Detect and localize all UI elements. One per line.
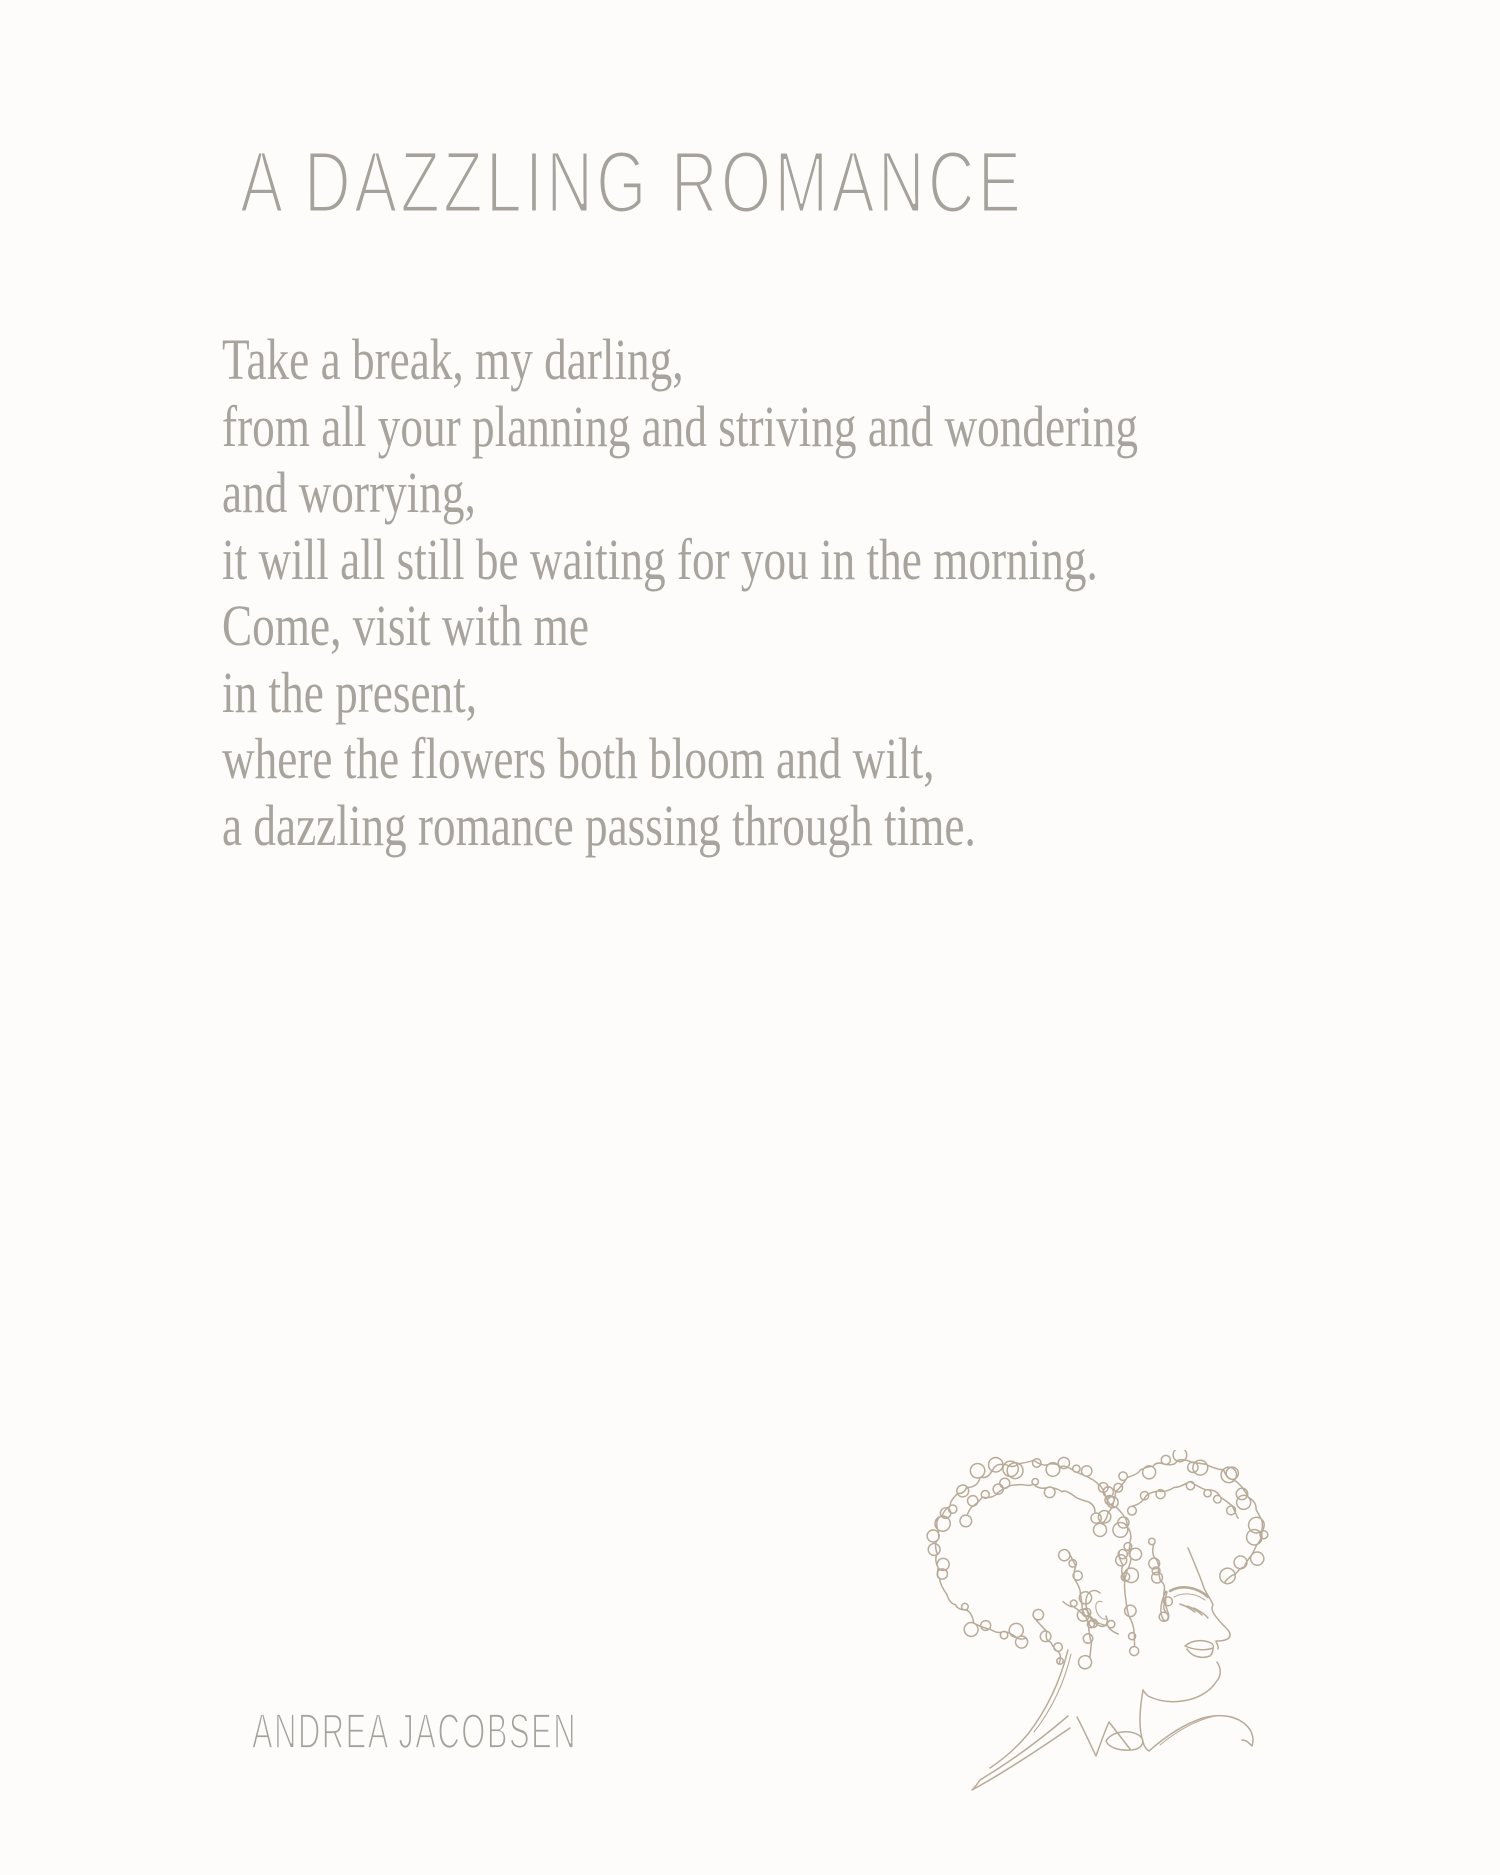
poem-line: Take a break, my darling, (222, 327, 684, 392)
poem-line: in the present, (222, 659, 478, 725)
poem-line: and worrying, (222, 460, 476, 525)
line-art-woman-afro-puffs-illustration (920, 1450, 1290, 1800)
hair-squiggle (1093, 1450, 1267, 1584)
hair-squiggle (960, 1478, 1101, 1527)
hair-squiggle (1063, 1600, 1118, 1634)
poem-text (222, 327, 1138, 859)
poem-line: from all your planning and striving and wondering (222, 393, 1138, 459)
hair-squiggle (1128, 1482, 1239, 1519)
poem-line: Come, visit with me (222, 593, 589, 658)
curly-hair-puffs (927, 1450, 1268, 1669)
neck-and-shoulders (972, 1650, 1253, 1790)
page-title: A DAZZLING ROMANCE (240, 132, 1025, 231)
author-name: ANDREA JACOBSEN (252, 1705, 578, 1759)
hair-squiggle (1116, 1550, 1139, 1656)
poem-line: it will all still be waiting for you in the morning. (222, 526, 1098, 592)
hair-squiggle (937, 1569, 1027, 1648)
poem-line: a dazzling romance passing through time. (222, 792, 976, 858)
poem-line: where the flowers both bloom and wilt, (222, 726, 935, 791)
hair-squiggle (1033, 1609, 1063, 1664)
